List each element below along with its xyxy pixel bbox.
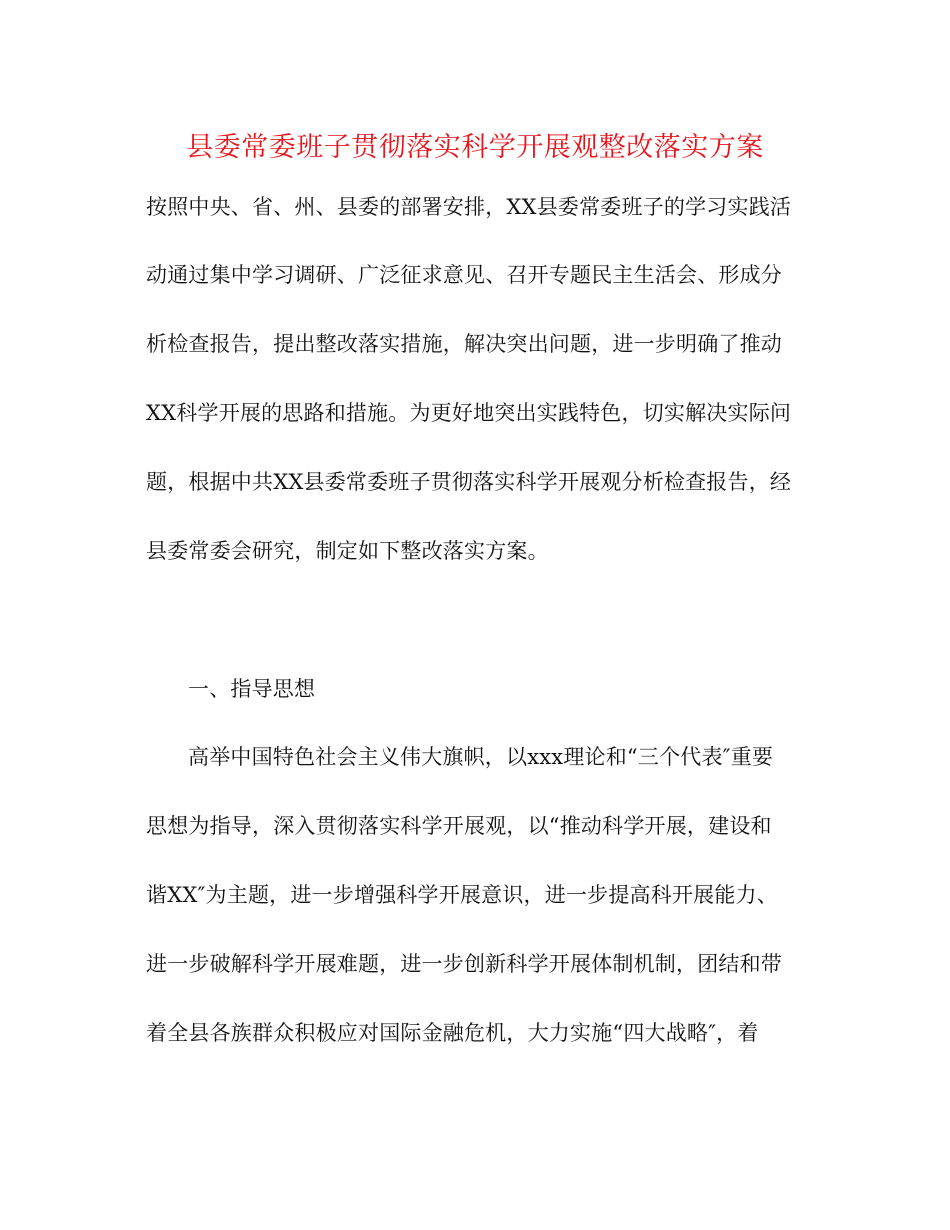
- paragraph-line: 高举中国特色社会主义伟大旗帜，以xxx理论和“三个代表″重要: [188, 745, 774, 769]
- paragraph-line: 进一步破解科学开展难题，进一步创新科学开展体制机制，团结和带: [146, 952, 782, 976]
- paragraph-line: 动通过集中学习调研、广泛征求意见、召开专题民主生活会、形成分: [146, 263, 782, 287]
- paragraph-line: 析检查报告，提出整改落实措施，解决突出问题，进一步明确了推动: [146, 332, 782, 356]
- paragraph-line: 着全县各族群众积极应对国际金融危机，大力实施“四大战略″，着: [146, 1021, 759, 1045]
- paragraph-line: 按照中央、省、州、县委的部署安排，XX县委常委班子的学习实践活: [146, 195, 792, 219]
- section-heading: 一、指导思想: [188, 677, 316, 701]
- paragraph-line: 谐XX″为主题，进一步增强科学开展意识，进一步提高科开展能力、: [146, 883, 778, 907]
- document-title: 县委常委班子贯彻落实科学开展观整改落实方案: [186, 132, 764, 163]
- paragraph-line: 思想为指导，深入贯彻落实科学开展观，以“推动科学开展，建设和: [146, 814, 772, 838]
- paragraph-line: XX科学开展的思路和措施。为更好地突出实践特色，切实解决实际问: [146, 401, 792, 425]
- paragraph-line: 县委常委会研究，制定如下整改落实方案。: [146, 539, 549, 563]
- paragraph-line: 题，根据中共XX县委常委班子贯彻落实科学开展观分析检查报告，经: [146, 470, 792, 494]
